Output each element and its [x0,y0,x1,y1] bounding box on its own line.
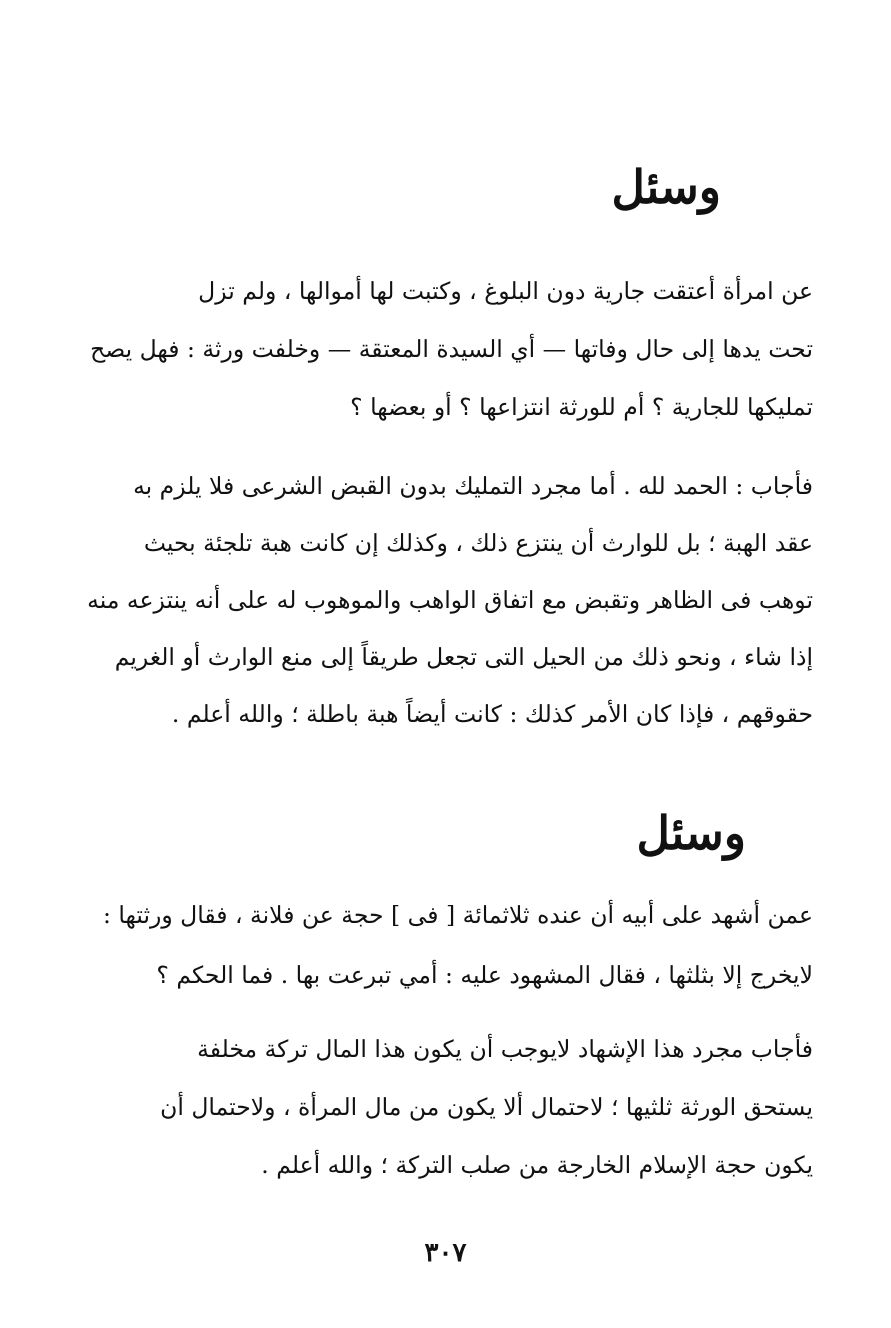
text-line: عقد الهبة ؛ بل للوارث أن ينتزع ذلك ، وكذلك إن كانت هبة تلجئة بحيث [143,529,813,557]
question-paragraph [78,262,813,436]
text-line: يستحق الورثة ثلثيها ؛ لاحتمال ألا يكون من مال المرأة ، ولاحتمال أن [160,1093,813,1121]
text-line: إذا شاء ، ونحو ذلك من الحيل التى تجعل طريقاً إلى منع الوارث أو الغريم [114,643,813,671]
text-line: يكون حجة الإسلام الخارجة من صلب التركة ؛ والله أعلم . [261,1151,813,1179]
text-line: عن امرأة أعتقت جارية دون البلوغ ، وكتبت لها أموالها ، ولم تزل [198,277,813,305]
text-line: فأجاب مجرد هذا الإشهاد لايوجب أن يكون هذا المال تركة مخلفة [197,1035,813,1063]
answer-paragraph [78,458,813,743]
text-line: حقوقهم ، فإذا كان الأمر كذلك : كانت أيضاً هبة باطلة ؛ والله أعلم . [171,700,813,728]
section-heading: وسئل [611,160,721,214]
text-line: تمليكها للجارية ؟ أم للورثة انتزاعها ؟ أو بعضها ؟ [350,393,813,421]
question-paragraph [78,885,813,1005]
page-number: ٣٠٧ [424,1238,467,1268]
text-line: توهب فى الظاهر وتقبض مع اتفاق الواهب والموهوب له على أنه ينتزعه منه [87,586,813,614]
text-line: تحت يدها إلى حال وفاتها — أي السيدة المعتقة — وخلفت ورثة : فهل يصح [90,335,813,363]
text-line: فأجاب : الحمد لله . أما مجرد التمليك بدون القبض الشرعى فلا يلزم به [133,472,813,500]
answer-paragraph [78,1020,813,1194]
text-line: لايخرج إلا بثلثها ، فقال المشهود عليه : أمي تبرعت بها . فما الحكم ؟ [156,961,813,989]
section-heading: وسئل [636,806,746,860]
text-line: عمن أشهد على أبيه أن عنده ثلاثمائة [ فى ] حجة عن فلانة ، فقال ورثتها : [102,901,813,929]
